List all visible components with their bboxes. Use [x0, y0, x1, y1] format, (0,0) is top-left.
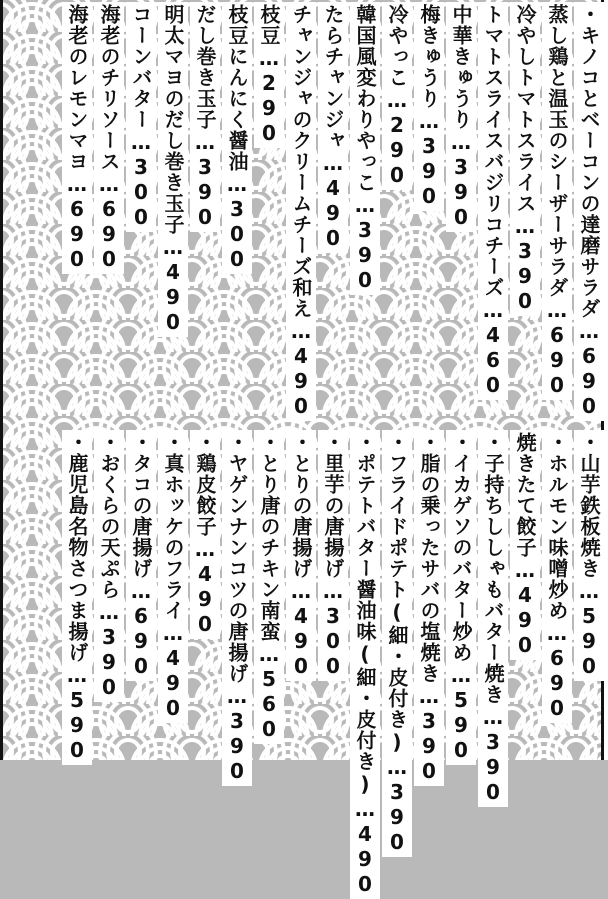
menu-item: たらチャンジャ…490: [318, 2, 348, 253]
menu-item: 枝豆にんにく醤油…300: [222, 2, 252, 274]
menu-item: ・フライドポテト(細・皮付き)…390: [382, 430, 412, 857]
menu-item: トマトスライスバジリコチーズ…460: [478, 2, 508, 400]
menu-item: 海老のレモンマヨ…690: [62, 2, 92, 274]
menu-item: 冷やしトマトスライス…390: [510, 2, 540, 316]
menu-item: ・里芋の唐揚げ…300: [318, 430, 348, 681]
menu-item: ・ヤゲンナンコツの唐揚げ…390: [222, 430, 252, 786]
menu-item: 中華きゅうり…390: [446, 2, 476, 232]
menu-item: 枝豆…290: [254, 2, 284, 148]
menu-item: ・タコの唐揚げ…690: [126, 430, 156, 681]
menu-item: 蒸し鶏と温玉のシーザーサラダ…690: [542, 2, 572, 400]
menu-item: ・おくらの天ぷら…390: [94, 430, 124, 702]
menu-item: ・ホルモン味噌炒め…690: [542, 430, 572, 723]
menu-item: ・とりの唐揚げ…490: [286, 430, 316, 681]
menu-item: ・子持ちししゃもバター焼き…390: [478, 430, 508, 807]
menu-item: 焼きたて餃子…490: [510, 430, 540, 660]
menu-item: ・ポテトバター醤油味(細・皮付き)…490: [350, 430, 380, 899]
menu-item: コーンバター…300: [126, 2, 156, 232]
menu-item: ・とり唐のチキン南蛮…560: [254, 430, 284, 744]
menu-item: チャンジャのクリームチーズ和え…490: [286, 2, 316, 421]
menu-item: ・キノコとベーコンの達磨サラダ…690: [574, 2, 604, 421]
menu-item: ・イカゲソのバター炒め…590: [446, 430, 476, 765]
menu-item: ・鹿児島名物さつま揚げ…590: [62, 430, 92, 765]
menu-item: ・山芋鉄板焼き…590: [574, 430, 604, 681]
menu-item: 韓国風変わりやっこ…390: [350, 2, 380, 295]
menu-item: だし巻き玉子…390: [190, 2, 220, 232]
menu-item: ・脂の乗ったサバの塩焼き…390: [414, 430, 444, 786]
menu-item: 冷やっこ…290: [382, 2, 412, 190]
menu-item: 海老のチリソース…690: [94, 2, 124, 274]
menu-item: ・真ホッケのフライ…490: [158, 430, 188, 723]
menu-item: ・鶏皮餃子…490: [190, 430, 220, 639]
menu-item: 梅きゅうり…390: [414, 2, 444, 211]
menu-item: 明太マヨのだし巻き玉子…490: [158, 2, 188, 337]
